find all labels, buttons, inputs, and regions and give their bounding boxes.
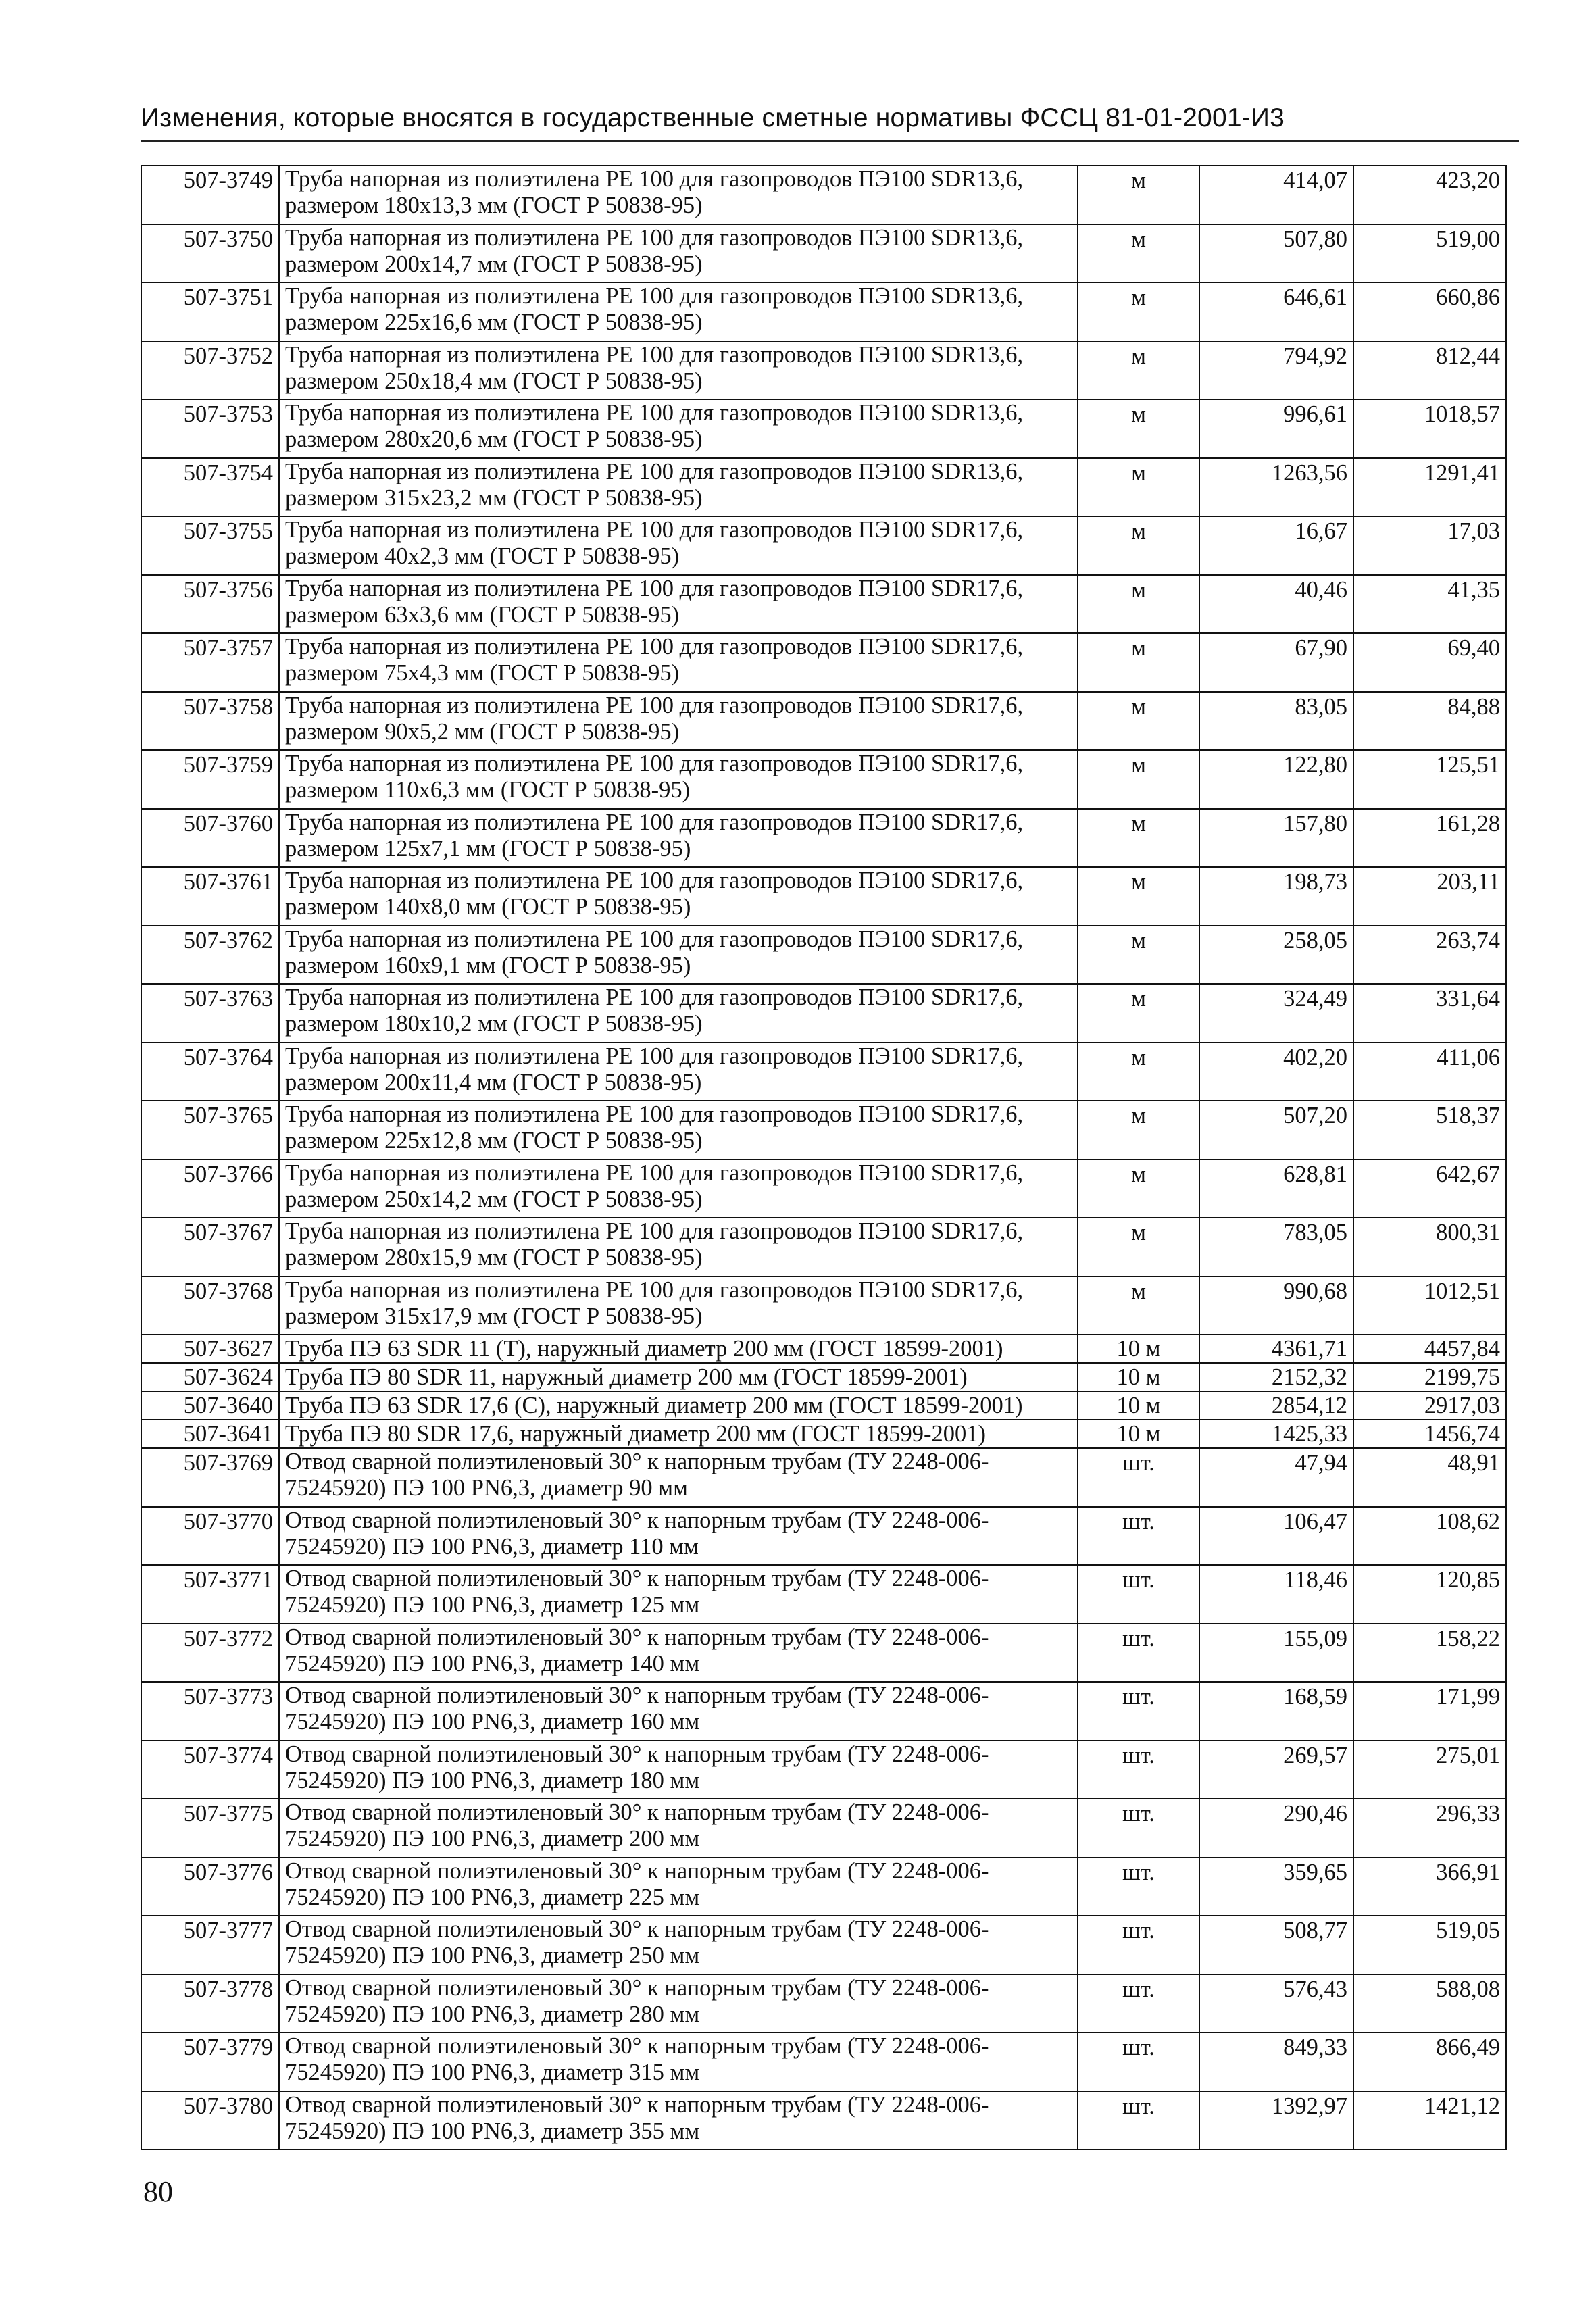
price-cell: 794,92 <box>1199 341 1353 400</box>
description-cell: Труба напорная из полиэтилена PE 100 для газопроводов ПЭ100 SDR17,6, размером 180х10,2 мм (ГОСТ Р 50838-95) <box>279 984 1078 1043</box>
code-cell: 507-3765 <box>141 1101 279 1160</box>
price-cell: 171,99 <box>1353 1682 1506 1741</box>
price-cell: 849,33 <box>1199 2033 1353 2091</box>
price-cell: 588,08 <box>1353 1974 1506 2033</box>
unit-cell: м <box>1078 224 1199 283</box>
table-row <box>141 282 1506 341</box>
table-row <box>141 224 1506 283</box>
description-cell: Отвод сварной полиэтиленовый 30° к напорным трубам (ТУ 2248-006-75245920) ПЭ 100 PN6,3, диаметр 280 мм <box>279 1974 1078 2033</box>
price-cell: 67,90 <box>1199 633 1353 692</box>
unit-cell: шт. <box>1078 1682 1199 1741</box>
price-cell: 290,46 <box>1199 1799 1353 1858</box>
code-cell: 507-3764 <box>141 1043 279 1101</box>
unit-cell: м <box>1078 1218 1199 1276</box>
description-cell: Труба напорная из полиэтилена PE 100 для газопроводов ПЭ100 SDR17,6, размером 90х5,2 мм (ГОСТ Р 50838-95) <box>279 692 1078 751</box>
code-cell: 507-3759 <box>141 750 279 809</box>
unit-cell: м <box>1078 809 1199 868</box>
table-row <box>141 1565 1506 1624</box>
code-cell: 507-3761 <box>141 867 279 926</box>
unit-cell: м <box>1078 1101 1199 1160</box>
unit-cell: м <box>1078 282 1199 341</box>
code-cell: 507-3768 <box>141 1276 279 1335</box>
description-cell: Отвод сварной полиэтиленовый 30° к напорным трубам (ТУ 2248-006-75245920) ПЭ 100 PN6,3, диаметр 180 мм <box>279 1741 1078 1799</box>
price-cell: 507,80 <box>1199 224 1353 283</box>
unit-cell: шт. <box>1078 1565 1199 1624</box>
code-cell: 507-3755 <box>141 516 279 575</box>
price-cell: 996,61 <box>1199 399 1353 458</box>
table-row <box>141 1218 1506 1276</box>
code-cell: 507-3758 <box>141 692 279 751</box>
description-cell: Труба напорная из полиэтилена PE 100 для газопроводов ПЭ100 SDR17,6, размером 125х7,1 мм (ГОСТ Р 50838-95) <box>279 809 1078 868</box>
description-cell: Труба напорная из полиэтилена PE 100 для газопроводов ПЭ100 SDR17,6, размером 280х15,9 мм (ГОСТ Р 50838-95) <box>279 1218 1078 1276</box>
unit-cell: м <box>1078 399 1199 458</box>
description-cell: Труба напорная из полиэтилена PE 100 для газопроводов ПЭ100 SDR17,6, размером 160х9,1 мм (ГОСТ Р 50838-95) <box>279 926 1078 985</box>
description-cell: Труба напорная из полиэтилена PE 100 для газопроводов ПЭ100 SDR17,6, размером 250х14,2 мм (ГОСТ Р 50838-95) <box>279 1160 1078 1218</box>
unit-cell: 10 м <box>1078 1391 1199 1420</box>
table-row <box>141 458 1506 517</box>
description-cell: Труба ПЭ 63 SDR 11 (Т), наружный диаметр 200 мм (ГОСТ 18599-2001) <box>279 1335 1078 1363</box>
unit-cell: м <box>1078 516 1199 575</box>
price-cell: 296,33 <box>1353 1799 1506 1858</box>
price-cell: 2152,32 <box>1199 1363 1353 1391</box>
table-row <box>141 1160 1506 1218</box>
table-row <box>141 1391 1506 1420</box>
price-cell: 17,03 <box>1353 516 1506 575</box>
price-cell: 402,20 <box>1199 1043 1353 1101</box>
price-cell: 812,44 <box>1353 341 1506 400</box>
code-cell: 507-3767 <box>141 1218 279 1276</box>
page-header: Изменения, которые вносятся в государственные сметные нормативы ФССЦ 81-01-2001-И3 <box>141 103 1285 132</box>
description-cell: Труба ПЭ 63 SDR 17,6 (С), наружный диаметр 200 мм (ГОСТ 18599-2001) <box>279 1391 1078 1420</box>
price-cell: 423,20 <box>1353 166 1506 224</box>
description-cell: Труба напорная из полиэтилена PE 100 для газопроводов ПЭ100 SDR13,6, размером 250х18,4 мм (ГОСТ Р 50838-95) <box>279 341 1078 400</box>
code-cell: 507-3770 <box>141 1507 279 1566</box>
price-cell: 1012,51 <box>1353 1276 1506 1335</box>
unit-cell: 10 м <box>1078 1335 1199 1363</box>
unit-cell: м <box>1078 867 1199 926</box>
table-row <box>141 1507 1506 1566</box>
price-cell: 106,47 <box>1199 1507 1353 1566</box>
price-cell: 198,73 <box>1199 867 1353 926</box>
price-table-body <box>141 166 1506 2149</box>
code-cell: 507-3777 <box>141 1916 279 1974</box>
code-cell: 507-3773 <box>141 1682 279 1741</box>
price-cell: 414,07 <box>1199 166 1353 224</box>
price-cell: 518,37 <box>1353 1101 1506 1160</box>
price-cell: 660,86 <box>1353 282 1506 341</box>
code-cell: 507-3774 <box>141 1741 279 1799</box>
table-row <box>141 1276 1506 1335</box>
table-row <box>141 341 1506 400</box>
price-cell: 69,40 <box>1353 633 1506 692</box>
price-cell: 1392,97 <box>1199 2091 1353 2150</box>
table-row <box>141 1799 1506 1858</box>
price-cell: 508,77 <box>1199 1916 1353 1974</box>
table-row <box>141 399 1506 458</box>
unit-cell: шт. <box>1078 1799 1199 1858</box>
description-cell: Отвод сварной полиэтиленовый 30° к напорным трубам (ТУ 2248-006-75245920) ПЭ 100 PN6,3, диаметр 225 мм <box>279 1858 1078 1916</box>
price-cell: 2854,12 <box>1199 1391 1353 1420</box>
description-cell: Отвод сварной полиэтиленовый 30° к напорным трубам (ТУ 2248-006-75245920) ПЭ 100 PN6,3, диаметр 160 мм <box>279 1682 1078 1741</box>
price-cell: 1456,74 <box>1353 1420 1506 1448</box>
price-cell: 157,80 <box>1199 809 1353 868</box>
price-cell: 4361,71 <box>1199 1335 1353 1363</box>
table-row <box>141 1043 1506 1101</box>
code-cell: 507-3766 <box>141 1160 279 1218</box>
table-row <box>141 633 1506 692</box>
table-row <box>141 1101 1506 1160</box>
description-cell: Труба ПЭ 80 SDR 11, наружный диаметр 200 мм (ГОСТ 18599-2001) <box>279 1363 1078 1391</box>
price-cell: 108,62 <box>1353 1507 1506 1566</box>
price-cell: 263,74 <box>1353 926 1506 985</box>
unit-cell: шт. <box>1078 2033 1199 2091</box>
table-row <box>141 1682 1506 1741</box>
unit-cell: 10 м <box>1078 1420 1199 1448</box>
price-cell: 41,35 <box>1353 575 1506 634</box>
code-cell: 507-3771 <box>141 1565 279 1624</box>
price-cell: 366,91 <box>1353 1858 1506 1916</box>
price-cell: 155,09 <box>1199 1624 1353 1683</box>
table-row <box>141 926 1506 985</box>
price-cell: 203,11 <box>1353 867 1506 926</box>
code-cell: 507-3780 <box>141 2091 279 2150</box>
price-cell: 16,67 <box>1199 516 1353 575</box>
price-cell: 576,43 <box>1199 1974 1353 2033</box>
unit-cell: м <box>1078 1043 1199 1101</box>
description-cell: Отвод сварной полиэтиленовый 30° к напорным трубам (ТУ 2248-006-75245920) ПЭ 100 PN6,3, диаметр 140 мм <box>279 1624 1078 1683</box>
description-cell: Труба напорная из полиэтилена PE 100 для газопроводов ПЭ100 SDR17,6, размером 315х17,9 мм (ГОСТ Р 50838-95) <box>279 1276 1078 1335</box>
header-rule <box>141 140 1519 142</box>
description-cell: Труба напорная из полиэтилена PE 100 для газопроводов ПЭ100 SDR17,6, размером 140х8,0 мм (ГОСТ Р 50838-95) <box>279 867 1078 926</box>
price-cell: 646,61 <box>1199 282 1353 341</box>
code-cell: 507-3753 <box>141 399 279 458</box>
price-cell: 1291,41 <box>1353 458 1506 517</box>
code-cell: 507-3775 <box>141 1799 279 1858</box>
table-row <box>141 750 1506 809</box>
unit-cell: м <box>1078 984 1199 1043</box>
code-cell: 507-3778 <box>141 1974 279 2033</box>
unit-cell: шт. <box>1078 1858 1199 1916</box>
price-cell: 866,49 <box>1353 2033 1506 2091</box>
table-row <box>141 1363 1506 1391</box>
table-row <box>141 1741 1506 1799</box>
price-cell: 161,28 <box>1353 809 1506 868</box>
price-cell: 990,68 <box>1199 1276 1353 1335</box>
price-cell: 1421,12 <box>1353 2091 1506 2150</box>
price-cell: 48,91 <box>1353 1448 1506 1507</box>
description-cell: Труба напорная из полиэтилена PE 100 для газопроводов ПЭ100 SDR13,6, размером 200х14,7 мм (ГОСТ Р 50838-95) <box>279 224 1078 283</box>
code-cell: 507-3627 <box>141 1335 279 1363</box>
code-cell: 507-3776 <box>141 1858 279 1916</box>
code-cell: 507-3756 <box>141 575 279 634</box>
unit-cell: м <box>1078 1276 1199 1335</box>
unit-cell: м <box>1078 692 1199 751</box>
code-cell: 507-3762 <box>141 926 279 985</box>
description-cell: Труба напорная из полиэтилена PE 100 для газопроводов ПЭ100 SDR17,6, размером 200х11,4 мм (ГОСТ Р 50838-95) <box>279 1043 1078 1101</box>
description-cell: Отвод сварной полиэтиленовый 30° к напорным трубам (ТУ 2248-006-75245920) ПЭ 100 PN6,3, диаметр 110 мм <box>279 1507 1078 1566</box>
table-row <box>141 809 1506 868</box>
unit-cell: м <box>1078 926 1199 985</box>
table-row <box>141 575 1506 634</box>
unit-cell: шт. <box>1078 2091 1199 2150</box>
code-cell: 507-3624 <box>141 1363 279 1391</box>
price-cell: 258,05 <box>1199 926 1353 985</box>
price-cell: 275,01 <box>1353 1741 1506 1799</box>
page-number: 80 <box>143 2175 173 2208</box>
price-cell: 1018,57 <box>1353 399 1506 458</box>
code-cell: 507-3754 <box>141 458 279 517</box>
table-row <box>141 1420 1506 1448</box>
table-row <box>141 867 1506 926</box>
unit-cell: м <box>1078 633 1199 692</box>
price-cell: 359,65 <box>1199 1858 1353 1916</box>
description-cell: Труба напорная из полиэтилена PE 100 для газопроводов ПЭ100 SDR17,6, размером 225х12,8 мм (ГОСТ Р 50838-95) <box>279 1101 1078 1160</box>
code-cell: 507-3763 <box>141 984 279 1043</box>
price-cell: 642,67 <box>1353 1160 1506 1218</box>
unit-cell: м <box>1078 575 1199 634</box>
table-row <box>141 1858 1506 1916</box>
code-cell: 507-3757 <box>141 633 279 692</box>
price-cell: 2917,03 <box>1353 1391 1506 1420</box>
description-cell: Труба напорная из полиэтилена PE 100 для газопроводов ПЭ100 SDR13,6, размером 225х16,6 мм (ГОСТ Р 50838-95) <box>279 282 1078 341</box>
unit-cell: м <box>1078 750 1199 809</box>
unit-cell: м <box>1078 458 1199 517</box>
description-cell: Отвод сварной полиэтиленовый 30° к напорным трубам (ТУ 2248-006-75245920) ПЭ 100 PN6,3, диаметр 125 мм <box>279 1565 1078 1624</box>
unit-cell: м <box>1078 341 1199 400</box>
price-cell: 83,05 <box>1199 692 1353 751</box>
description-cell: Труба напорная из полиэтилена PE 100 для газопроводов ПЭ100 SDR13,6, размером 280х20,6 мм (ГОСТ Р 50838-95) <box>279 399 1078 458</box>
unit-cell: шт. <box>1078 1741 1199 1799</box>
code-cell: 507-3779 <box>141 2033 279 2091</box>
description-cell: Труба напорная из полиэтилена PE 100 для газопроводов ПЭ100 SDR13,6, размером 315х23,2 мм (ГОСТ Р 50838-95) <box>279 458 1078 517</box>
description-cell: Отвод сварной полиэтиленовый 30° к напорным трубам (ТУ 2248-006-75245920) ПЭ 100 PN6,3, диаметр 200 мм <box>279 1799 1078 1858</box>
price-cell: 47,94 <box>1199 1448 1353 1507</box>
price-cell: 324,49 <box>1199 984 1353 1043</box>
table-row <box>141 1335 1506 1363</box>
price-table <box>141 165 1507 2150</box>
price-cell: 40,46 <box>1199 575 1353 634</box>
unit-cell: шт. <box>1078 1448 1199 1507</box>
code-cell: 507-3750 <box>141 224 279 283</box>
unit-cell: шт. <box>1078 1624 1199 1683</box>
unit-cell: шт. <box>1078 1507 1199 1566</box>
unit-cell: шт. <box>1078 1916 1199 1974</box>
price-cell: 122,80 <box>1199 750 1353 809</box>
code-cell: 507-3772 <box>141 1624 279 1683</box>
description-cell: Отвод сварной полиэтиленовый 30° к напорным трубам (ТУ 2248-006-75245920) ПЭ 100 PN6,3, диаметр 315 мм <box>279 2033 1078 2091</box>
description-cell: Труба напорная из полиэтилена PE 100 для газопроводов ПЭ100 SDR17,6, размером 75х4,3 мм (ГОСТ Р 50838-95) <box>279 633 1078 692</box>
code-cell: 507-3640 <box>141 1391 279 1420</box>
price-cell: 4457,84 <box>1353 1335 1506 1363</box>
price-cell: 158,22 <box>1353 1624 1506 1683</box>
price-cell: 2199,75 <box>1353 1363 1506 1391</box>
description-cell: Отвод сварной полиэтиленовый 30° к напорным трубам (ТУ 2248-006-75245920) ПЭ 100 PN6,3, диаметр 250 мм <box>279 1916 1078 1974</box>
description-cell: Отвод сварной полиэтиленовый 30° к напорным трубам (ТУ 2248-006-75245920) ПЭ 100 PN6,3, диаметр 355 мм <box>279 2091 1078 2150</box>
code-cell: 507-3769 <box>141 1448 279 1507</box>
description-cell: Труба напорная из полиэтилена PE 100 для газопроводов ПЭ100 SDR13,6, размером 180х13,3 мм (ГОСТ Р 50838-95) <box>279 166 1078 224</box>
price-cell: 118,46 <box>1199 1565 1353 1624</box>
description-cell: Труба напорная из полиэтилена PE 100 для газопроводов ПЭ100 SDR17,6, размером 40х2,3 мм (ГОСТ Р 50838-95) <box>279 516 1078 575</box>
table-row <box>141 1916 1506 1974</box>
table-row <box>141 166 1506 224</box>
unit-cell: м <box>1078 166 1199 224</box>
price-cell: 507,20 <box>1199 1101 1353 1160</box>
table-row <box>141 1448 1506 1507</box>
price-cell: 1425,33 <box>1199 1420 1353 1448</box>
price-cell: 84,88 <box>1353 692 1506 751</box>
price-cell: 269,57 <box>1199 1741 1353 1799</box>
price-cell: 519,00 <box>1353 224 1506 283</box>
table-row <box>141 2091 1506 2150</box>
price-cell: 125,51 <box>1353 750 1506 809</box>
description-cell: Труба ПЭ 80 SDR 17,6, наружный диаметр 200 мм (ГОСТ 18599-2001) <box>279 1420 1078 1448</box>
table-row <box>141 516 1506 575</box>
code-cell: 507-3749 <box>141 166 279 224</box>
code-cell: 507-3752 <box>141 341 279 400</box>
price-cell: 519,05 <box>1353 1916 1506 1974</box>
table-row <box>141 984 1506 1043</box>
table-row <box>141 692 1506 751</box>
price-cell: 783,05 <box>1199 1218 1353 1276</box>
table-row <box>141 2033 1506 2091</box>
code-cell: 507-3751 <box>141 282 279 341</box>
price-cell: 331,64 <box>1353 984 1506 1043</box>
code-cell: 507-3641 <box>141 1420 279 1448</box>
price-cell: 168,59 <box>1199 1682 1353 1741</box>
price-cell: 1263,56 <box>1199 458 1353 517</box>
unit-cell: м <box>1078 1160 1199 1218</box>
unit-cell: 10 м <box>1078 1363 1199 1391</box>
description-cell: Труба напорная из полиэтилена PE 100 для газопроводов ПЭ100 SDR17,6, размером 110х6,3 мм (ГОСТ Р 50838-95) <box>279 750 1078 809</box>
description-cell: Труба напорная из полиэтилена PE 100 для газопроводов ПЭ100 SDR17,6, размером 63х3,6 мм (ГОСТ Р 50838-95) <box>279 575 1078 634</box>
price-cell: 411,06 <box>1353 1043 1506 1101</box>
price-cell: 120,85 <box>1353 1565 1506 1624</box>
table-row <box>141 1624 1506 1683</box>
price-cell: 628,81 <box>1199 1160 1353 1218</box>
table-row <box>141 1974 1506 2033</box>
price-cell: 800,31 <box>1353 1218 1506 1276</box>
code-cell: 507-3760 <box>141 809 279 868</box>
unit-cell: шт. <box>1078 1974 1199 2033</box>
description-cell: Отвод сварной полиэтиленовый 30° к напорным трубам (ТУ 2248-006-75245920) ПЭ 100 PN6,3, диаметр 90 мм <box>279 1448 1078 1507</box>
